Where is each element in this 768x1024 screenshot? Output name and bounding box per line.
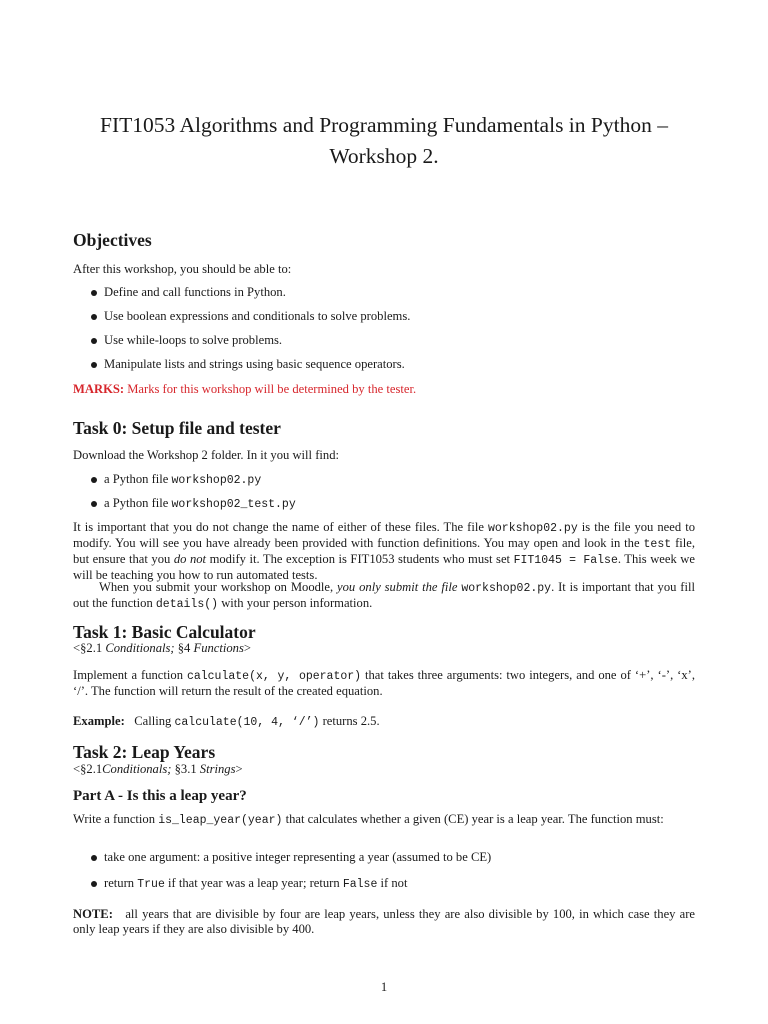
- text-run: if that year was a leap year; return: [168, 876, 340, 890]
- marks-label: MARKS:: [73, 382, 125, 396]
- title-line-1: FIT1053 Algorithms and Programming Fundamentals in Python –: [100, 113, 668, 137]
- bullet-icon: [91, 881, 97, 887]
- requirement-item: [104, 876, 694, 892]
- bullet-icon: [91, 362, 97, 368]
- ref-italic: Functions: [193, 641, 244, 655]
- text-run: Write a function: [73, 812, 156, 826]
- objective-item: Manipulate lists and strings using basic sequence operators.: [104, 357, 405, 371]
- task1-heading: Task 1: Basic Calculator: [73, 622, 256, 642]
- text-run: . This week we will be teaching you how to run automated tests.: [73, 552, 695, 582]
- requirement-item: take one argument: a positive integer representing a year (assumed to be CE): [104, 850, 492, 864]
- file-name: workshop02_test.py: [171, 498, 296, 511]
- text-run: Implement a function: [73, 668, 183, 682]
- text-run: modify it. The exception is FIT1053 students who must set: [209, 552, 511, 566]
- text-run: is the file you need to modify. You will see you have already been provided with function definitions. You may open and look in the: [73, 520, 695, 550]
- emphasis-run: do not: [173, 552, 207, 566]
- text-run: with your person information.: [221, 596, 373, 610]
- text-run: returns: [322, 714, 358, 728]
- emphasis-run: you only submit the file: [337, 580, 458, 594]
- file-item: [104, 472, 694, 488]
- code-run: details(): [155, 598, 219, 611]
- text-run: When you submit your workshop on Moodle,: [99, 580, 334, 594]
- title-line-2: Workshop 2.: [329, 144, 439, 168]
- ref-run: >: [235, 762, 243, 776]
- text-run: The function will return the result of the created equation.: [90, 684, 383, 698]
- code-run: workshop02.py: [488, 522, 578, 535]
- note-label: NOTE:: [73, 907, 113, 921]
- task2-paragraph: [73, 812, 695, 828]
- bullet-icon: [91, 477, 97, 483]
- task1-paragraph: [73, 668, 695, 699]
- file-item: [104, 496, 694, 512]
- marks-note: [73, 382, 695, 397]
- marks-text: Marks for this workshop will be determined by the tester.: [127, 382, 417, 396]
- file-prefix: a Python file: [104, 496, 169, 510]
- task2-reference: [73, 762, 695, 777]
- text-run: return: [104, 876, 135, 890]
- code-run: calculate(x, y, operator): [186, 670, 362, 683]
- code-run: False: [342, 878, 378, 891]
- note-text: all years that are divisible by four are leap years, unless they are also divisible by 100, in which case they are only leap years if they are also divisible by 400.: [73, 907, 695, 936]
- ref-run: <§2.1: [73, 762, 103, 776]
- document-title: [60, 110, 708, 172]
- bullet-icon: [91, 290, 97, 296]
- ref-italic: Conditionals;: [105, 641, 175, 655]
- code-run: FIT1045 = False: [513, 554, 618, 567]
- text-run: Calling: [134, 714, 172, 728]
- task1-reference: [73, 641, 695, 656]
- text-run: if not: [380, 876, 408, 890]
- ref-run: <§2.1: [73, 641, 103, 655]
- bullet-icon: [91, 855, 97, 861]
- bullet-icon: [91, 314, 97, 320]
- task0-heading: Task 0: Setup file and tester: [73, 418, 281, 438]
- code-run: is_leap_year(year): [158, 814, 283, 827]
- text-run: that takes three arguments: two integers, and one of: [365, 668, 631, 682]
- text-run: that calculates whether a given (CE) year is a leap year. The function must:: [285, 812, 664, 826]
- task0-intro: Download the Workshop 2 folder. In it you will find:: [73, 448, 339, 462]
- text-run: file, but ensure that you: [73, 536, 695, 566]
- bullet-icon: [91, 338, 97, 344]
- ref-run: >: [243, 641, 251, 655]
- bullet-icon: [91, 501, 97, 507]
- task0-paragraph-2: [73, 580, 695, 612]
- partA-heading: Part A - Is this a leap year?: [73, 788, 247, 804]
- code-run: test: [643, 538, 672, 551]
- note-paragraph: [73, 907, 695, 937]
- ref-run: §3.1: [174, 762, 197, 776]
- file-prefix: a Python file: [104, 472, 169, 486]
- ref-run: §4: [177, 641, 191, 655]
- ref-italic: Conditionals;: [102, 762, 172, 776]
- code-run: True: [137, 878, 165, 891]
- task1-example: [73, 714, 695, 730]
- ref-italic: Strings: [199, 762, 236, 776]
- file-name: workshop02.py: [171, 474, 262, 487]
- page-number: 1: [380, 980, 388, 994]
- objective-item: Define and call functions in Python.: [104, 285, 286, 299]
- text-run: . It is important that you fill out the function: [73, 580, 695, 610]
- code-run: workshop02.py: [461, 582, 552, 595]
- code-run: calculate(10, 4, ‘/’): [174, 716, 320, 729]
- objectives-intro: After this workshop, you should be able to:: [73, 262, 292, 276]
- objective-item: Use while-loops to solve problems.: [104, 333, 283, 347]
- example-label: Example:: [73, 714, 125, 728]
- text-run: ‘+’,: [634, 668, 654, 682]
- text-run: It is important that you do not change the name of either of these files. The file: [73, 520, 484, 534]
- text-run: 2.5.: [360, 714, 380, 728]
- task2-heading: Task 2: Leap Years: [73, 742, 216, 762]
- objectives-heading: Objectives: [73, 230, 152, 250]
- text-run: ‘-’, ‘x’, ‘/’.: [73, 668, 696, 698]
- objective-item: Use boolean expressions and conditionals to solve problems.: [104, 309, 411, 323]
- task0-paragraph-1: [73, 520, 695, 583]
